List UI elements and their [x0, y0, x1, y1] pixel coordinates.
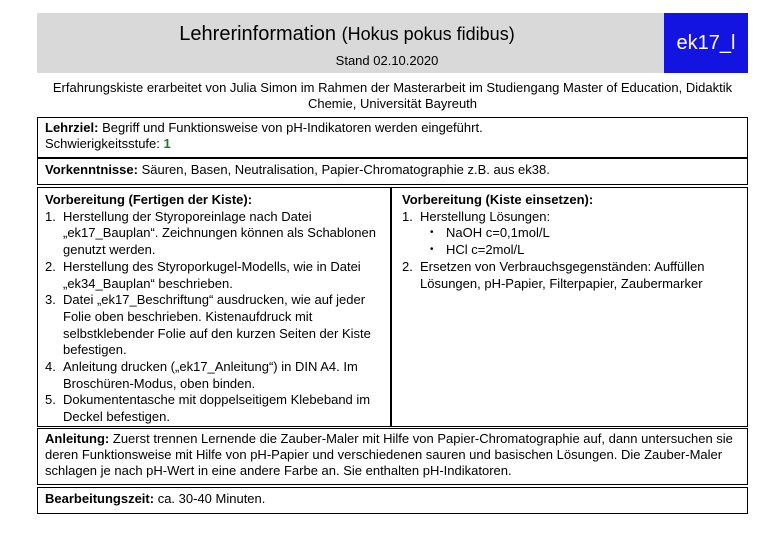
stand-date: Stand 02.10.2020 — [335, 53, 439, 68]
solution-item: • HCl c=2mol/L — [430, 242, 525, 258]
list-item: 2. Ersetzen von Verbrauchsgegenständen: Auffüllen Lösungen, pH-Papier, Filterpapier, Zaubermarker — [402, 258, 705, 291]
list-item: 5. Dokumententasche mit doppelseitigem Klebeband im Deckel befestigen. — [45, 392, 371, 425]
lehrziel-label: Lehrziel: — [45, 120, 99, 135]
solution-list — [420, 225, 737, 258]
bullet-icon: • — [430, 244, 434, 256]
difficulty-level: 1 — [163, 136, 171, 151]
preparation-section — [37, 187, 748, 427]
list-item: 2. Herstellung des Styroporkugel-Modells, wie in Datei „ek34_Bauplan“ beschrieben. — [45, 258, 361, 291]
anleitung-text: Zuerst trennen Lernende die Zauber-Maler mit Hilfe von Papier-Chromatographie auf, dann untersuchen sie deren Funktionsweise mit Hilfe von pH-Papier und verschiedenen sauren und basischen Lösungen. Die Zauber-Maler schlagen je nach pH-Wert in eine andere Farbe an. Sie enthalten pH-Indikatoren. — [45, 431, 733, 478]
preparation-use-title: Vorbereitung (Kiste einsetzen): — [402, 192, 594, 207]
difficulty-label: Schwierigkeitsstufe: — [45, 136, 160, 151]
bullet-icon: • — [430, 227, 434, 239]
title-main: Lehrerinformation — [179, 23, 337, 45]
anleitung-label: Anleitung: — [45, 431, 110, 446]
list-item: 1. Herstellung der Styroporeinlage nach Datei „ek17_Bauplan“. Zeichnungen können als Schablonen genutzt werden. — [45, 208, 376, 258]
header-banner — [37, 13, 748, 73]
preparation-use-list — [402, 209, 737, 293]
list-item: 4. Anleitung drucken („ek17_Anleitung“) in DIN A4. Im Broschüren-Modus, oben binden. — [45, 359, 358, 391]
vorkenntnisse-label: Vorkenntnisse: — [45, 162, 138, 177]
preparation-build-list — [45, 209, 383, 426]
preparation-build-column — [38, 188, 392, 426]
document-code-badge: ek17_l — [664, 13, 748, 73]
lehrziel-box — [37, 117, 748, 158]
bearbeitungszeit-text: ca. 30-40 Minuten. — [157, 491, 266, 506]
anleitung-box — [37, 428, 748, 485]
preparation-build-title: Vorbereitung (Fertigen der Kiste): — [45, 192, 253, 207]
title-subtitle: (Hokus pokus fidibus) — [341, 24, 515, 44]
credit-line: Erfahrungskiste erarbeitet von Julia Simon im Rahmen der Masterarbeit im Studiengang Master of Education, Didaktik Chemie, Universität Bayreuth — [52, 80, 733, 111]
bearbeitungszeit-label: Bearbeitungszeit: — [45, 491, 155, 506]
lehrziel-text: Begriff und Funktionsweise von pH-Indikatoren werden eingeführt. — [102, 120, 483, 135]
preparation-use-column — [392, 188, 747, 426]
page-title — [37, 23, 657, 46]
vorkenntnisse-box — [37, 158, 748, 185]
list-item: 1. Herstellung Lösungen: • NaOH c=0,1mol/L • HCl c=2mol/L — [402, 209, 737, 259]
vorkenntnisse-text: Säuren, Basen, Neutralisation, Papier-Chromatographie z.B. aus ek38. — [141, 162, 550, 177]
list-item: 3. Datei „ek17_Beschriftung“ ausdrucken, wie auf jeder Folie oben beschrieben. Kistenaufdruck mit selbstklebender Folie auf den kurzen Seiten der Kiste befestigen. — [45, 292, 371, 358]
bearbeitungszeit-box — [37, 487, 748, 514]
solution-item: • NaOH c=0,1mol/L — [430, 225, 550, 241]
